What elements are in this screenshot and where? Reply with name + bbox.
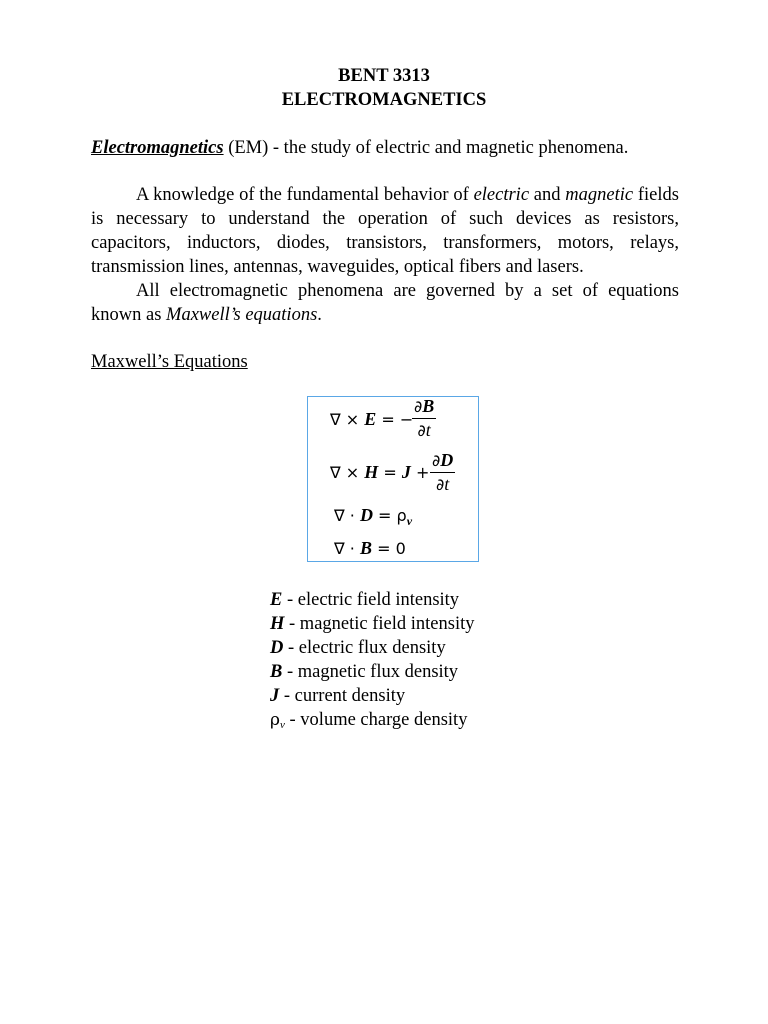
intro-emphasis-electric: electric <box>473 185 530 205</box>
definition-text: (EM) - the study of electric and magnetic phenomena. <box>223 138 629 158</box>
governing-text-1: All electromagnetic phenomena are governed by a set of equations known as <box>91 281 679 325</box>
governing-emphasis: Maxwell’s equations <box>166 305 318 325</box>
legend-item: H - magnetic field intensity <box>270 614 475 634</box>
legend-item: J - current density <box>270 686 406 706</box>
equation-gauss-magnetic: ∇ · B = 0 <box>334 538 406 558</box>
fraction-dD-dt: $\frac{\partial D}{\partial t}$ <box>432 450 454 494</box>
symbol-legend <box>270 588 474 732</box>
legend-item: $\rho_v$ - volume charge density <box>270 710 468 731</box>
section-heading: Maxwell’s Equations <box>91 352 248 372</box>
intro-text-3: fields is necessary to understand the operation of such devices as resistors, capacitors, inductors, diodes, transistors, transformers, motors, relays, transmission lines, antennas, waveguides, optical fibers and lasers. <box>91 185 679 277</box>
legend-item: E - electric field intensity <box>270 590 460 610</box>
legend-item: D - electric flux density <box>270 638 446 658</box>
legend-item: B - magnetic flux density <box>270 662 459 682</box>
definition-line <box>91 136 679 160</box>
maxwell-equations-box <box>307 396 479 562</box>
equation-ampere: ∇ × H = J + <box>330 462 430 482</box>
intro-text-1: A knowledge of the fundamental behavior of <box>136 185 474 205</box>
intro-emphasis-magnetic: magnetic <box>565 185 634 205</box>
course-title: ELECTROMAGNETICS <box>281 90 487 110</box>
governing-text-2: . <box>317 305 322 325</box>
equation-gauss-electric: ∇ · $D = \rho_v$ <box>334 505 413 529</box>
fraction-dB-dt: $\frac{\partial B}{\partial t}$ <box>414 396 435 440</box>
intro-paragraph <box>91 183 679 279</box>
equation-faraday: ∇ × E = − <box>330 409 414 429</box>
governing-paragraph <box>91 279 679 327</box>
intro-text-2: and <box>529 185 566 205</box>
course-code: BENT 3313 <box>338 66 430 86</box>
definition-term: Electromagnetics <box>91 138 224 158</box>
